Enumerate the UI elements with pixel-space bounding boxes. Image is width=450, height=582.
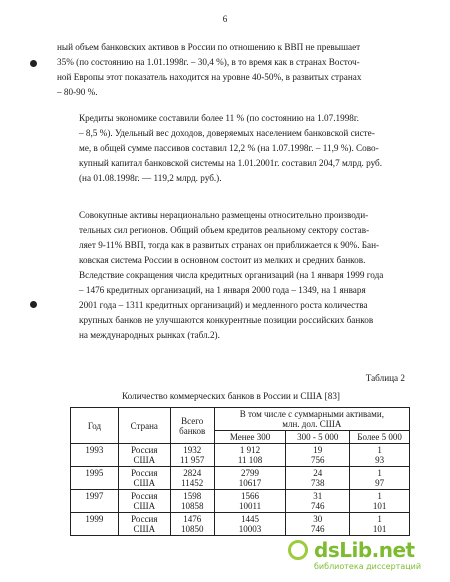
watermark-tagline: библиотека диссертаций — [314, 562, 422, 571]
cell-300-5000: 30 746 — [286, 513, 350, 536]
header-more-5000: Более 5 000 — [350, 431, 410, 444]
cell-total: 1476 10850 — [170, 513, 214, 536]
text-line: 35% (по состоянию на 1.01.1998г. – 30,4 %), в то время как в странах Восточ- — [57, 57, 360, 67]
cell-less-300: 2799 10617 — [214, 467, 286, 490]
header-total: Всего банков — [170, 408, 214, 444]
cell-300-5000: 31 746 — [286, 490, 350, 513]
header-less-300: Менее 300 — [214, 431, 286, 444]
cell-less-300: 1445 10003 — [214, 513, 286, 536]
paragraph-3 — [57, 208, 405, 343]
table-row — [71, 467, 410, 490]
cell-more-5000: 1 101 — [350, 513, 410, 536]
cell-more-5000: 1 101 — [350, 490, 410, 513]
cell-more-5000: 1 97 — [350, 467, 410, 490]
cell-country: Россия США — [118, 444, 170, 467]
text-line: Вследствие сокращения числа кредитных организаций (на 1 января 1999 года — [79, 270, 384, 280]
text-line: ляет 9-11% ВВП, тогда как в развитых странах он приближается к 90%. Бан- — [79, 240, 380, 250]
cell-total: 1932 11 957 — [170, 444, 214, 467]
cell-less-300: 1 912 11 108 — [214, 444, 286, 467]
cell-more-5000: 1 93 — [350, 444, 410, 467]
text-line: – 80-90 %. — [57, 87, 98, 97]
cell-year: 1997 — [71, 490, 119, 513]
cell-less-300: 1566 10011 — [214, 490, 286, 513]
logo-ring-icon — [288, 540, 308, 560]
cell-country: Россия США — [118, 467, 170, 490]
cell-300-5000: 19 756 — [286, 444, 350, 467]
margin-bullet — [30, 301, 37, 308]
header-year: Год — [71, 408, 119, 444]
margin-bullet — [30, 60, 37, 67]
text-line: ковская система России в основном состоит из мелких и средних банков. — [79, 255, 366, 265]
cell-year: 1995 — [71, 467, 119, 490]
table-row — [71, 490, 410, 513]
table-row — [71, 513, 410, 536]
watermark-logo — [288, 540, 438, 574]
cell-total: 2824 11452 — [170, 467, 214, 490]
watermark-brand: dsLib.net — [314, 538, 415, 562]
text-line: ме, в общей сумме пассивов составил 12,2 % (на 1.07.1998г. – 11,9 %). Сово- — [79, 143, 379, 153]
text-line: тельных сил регионов. Общий объем кредитов реальному сектору состав- — [79, 225, 370, 235]
paragraph-1 — [57, 40, 405, 100]
cell-year: 1999 — [71, 513, 119, 536]
header-300-5000: 300 - 5 000 — [286, 431, 350, 444]
text-line: – 1476 кредитных организаций, на 1 января 2000 года – 1349, на 1 января — [79, 285, 366, 295]
header-assets-group: В том числе с суммарными активами, млн. дол. США — [214, 408, 409, 431]
text-line: Кредиты экономике составили более 11 % (по состоянию на 1.07.1998г. — [79, 113, 359, 123]
cell-country: Россия США — [118, 490, 170, 513]
table-label: Таблица 2 — [365, 373, 405, 383]
cell-total: 1598 10858 — [170, 490, 214, 513]
banks-table — [70, 407, 410, 536]
text-line: (на 01.08.1998г. — 119,2 млрд. руб.). — [79, 173, 222, 183]
page-number: 6 — [222, 14, 228, 24]
text-line: на международных рынках (табл.2). — [79, 330, 220, 340]
cell-300-5000: 24 738 — [286, 467, 350, 490]
cell-country: Россия США — [118, 513, 170, 536]
text-line: купный капитал банковской системы на 1.01.2001г. составил 204,7 млрд. руб. — [79, 158, 383, 168]
text-line: 2001 года – 1311 кредитных организаций) и медленного роста количества — [79, 300, 368, 310]
paragraph-2 — [57, 111, 405, 186]
text-line: крупных банков не улучшаются конкурентные позиции российских банков — [79, 315, 374, 325]
table-title: Количество коммерческих банков в России и США [83] — [122, 391, 340, 401]
text-line: ный объем банковских активов в России по отношению к ВВП не превышает — [57, 42, 361, 52]
table-row — [71, 444, 410, 467]
text-line: Совокупные активы нерационально размещены относительно производи- — [79, 210, 369, 220]
text-line: ной Европы этот показатель находится на уровне 40-50%, в развитых странах — [57, 72, 362, 82]
text-line: – 8,5 %). Удельный вес доходов, доверяемых населением банковской систе- — [79, 128, 375, 138]
header-country: Страна — [118, 408, 170, 444]
cell-year: 1993 — [71, 444, 119, 467]
